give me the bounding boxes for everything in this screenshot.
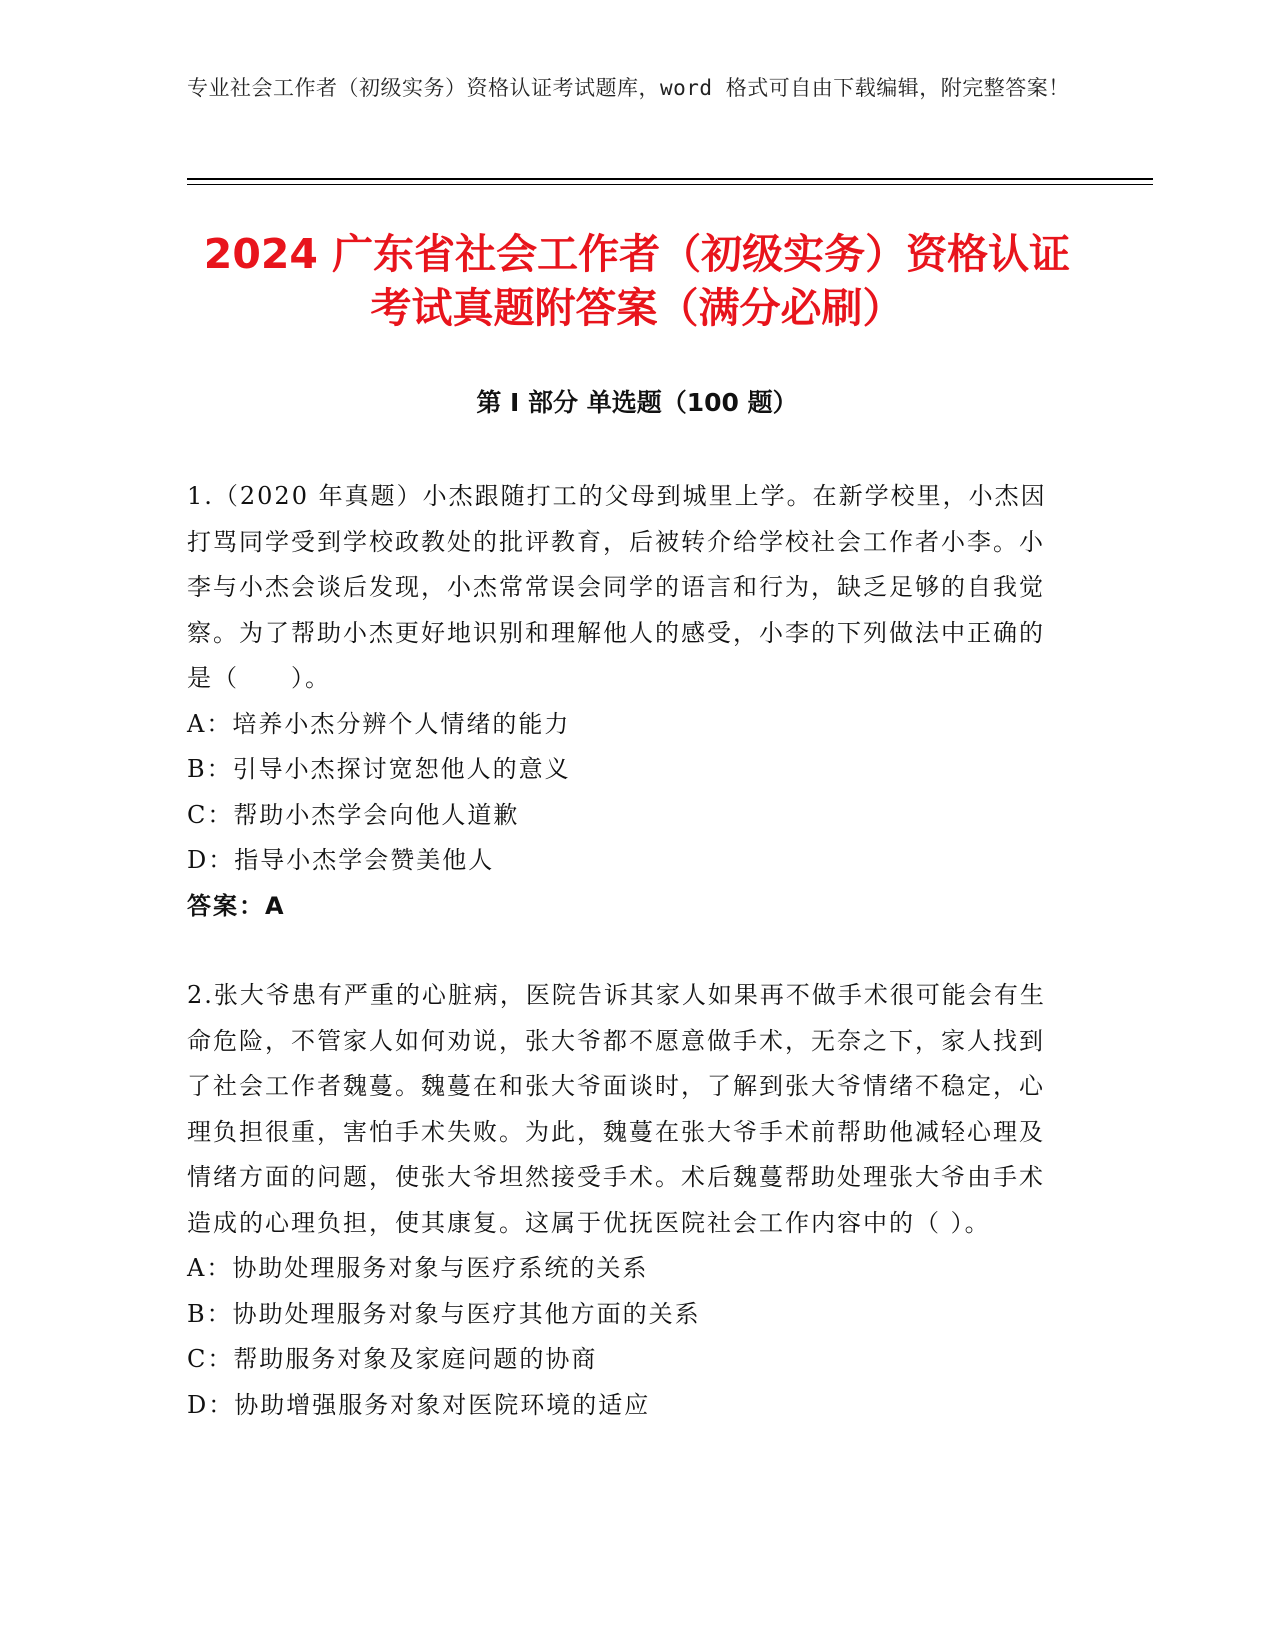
question-1 — [187, 474, 1062, 929]
option-a: A：协助处理服务对象与医疗系统的关系 — [187, 1254, 649, 1282]
option-c: C：帮助服务对象及家庭问题的协商 — [187, 1345, 598, 1373]
question-stem: 2.张大爷患有严重的心脏病，医院告诉其家人如果再不做手术很可能会有生命危险，不管家人如何劝说，张大爷都不愿意做手术，无奈之下，家人找到了社会工作者魏蔓。魏蔓在和张大爷面谈时，了解到张大爷情绪不稳定，心理负担很重，害怕手术失败。为此，魏蔓在张大爷手术前帮助他减轻心理及情绪方面的问题，使张大爷坦然接受手术。术后魏蔓帮助处理张大爷由手术造成的心理负担，使其康复。这属于优抚医院社会工作内容中的（ ）。 — [187, 981, 1046, 1237]
answer: 答案：A — [187, 891, 286, 920]
option-d: D：指导小杰学会赞美他人 — [187, 846, 495, 874]
document-title: 2024 广东省社会工作者（初级实务）资格认证考试真题附答案（满分必刷） — [203, 230, 1071, 332]
question-2 — [187, 973, 1062, 1428]
header-divider-thick — [187, 178, 1153, 180]
section-title: 第 I 部分 单选题（100 题） — [476, 388, 798, 417]
option-a: A：培养小杰分辨个人情绪的能力 — [187, 709, 571, 738]
header-divider-thin — [187, 184, 1153, 185]
question-stem: 1.（2020 年真题）小杰跟随打工的父母到城里上学。在新学校里，小杰因打骂同学受到学校政教处的批评教育，后被转介给学校社会工作者小李。小李与小杰会谈后发现，小杰常常误会同学的语言和行为，缺乏足够的自我觉察。为了帮助小杰更好地识别和理解他人的感受，小李的下列做法中正确的是（ ）。 — [187, 482, 1047, 692]
option-b: B：引导小杰探讨宽恕他人的意义 — [187, 755, 571, 783]
option-b: B：协助处理服务对象与医疗其他方面的关系 — [187, 1299, 701, 1328]
option-d: D：协助增强服务对象对医院环境的适应 — [187, 1390, 651, 1419]
header-note: 专业社会工作者（初级实务）资格认证考试题库，word 格式可自由下载编辑，附完整答案！ — [187, 76, 1070, 100]
option-c: C：帮助小杰学会向他人道歉 — [187, 800, 520, 829]
